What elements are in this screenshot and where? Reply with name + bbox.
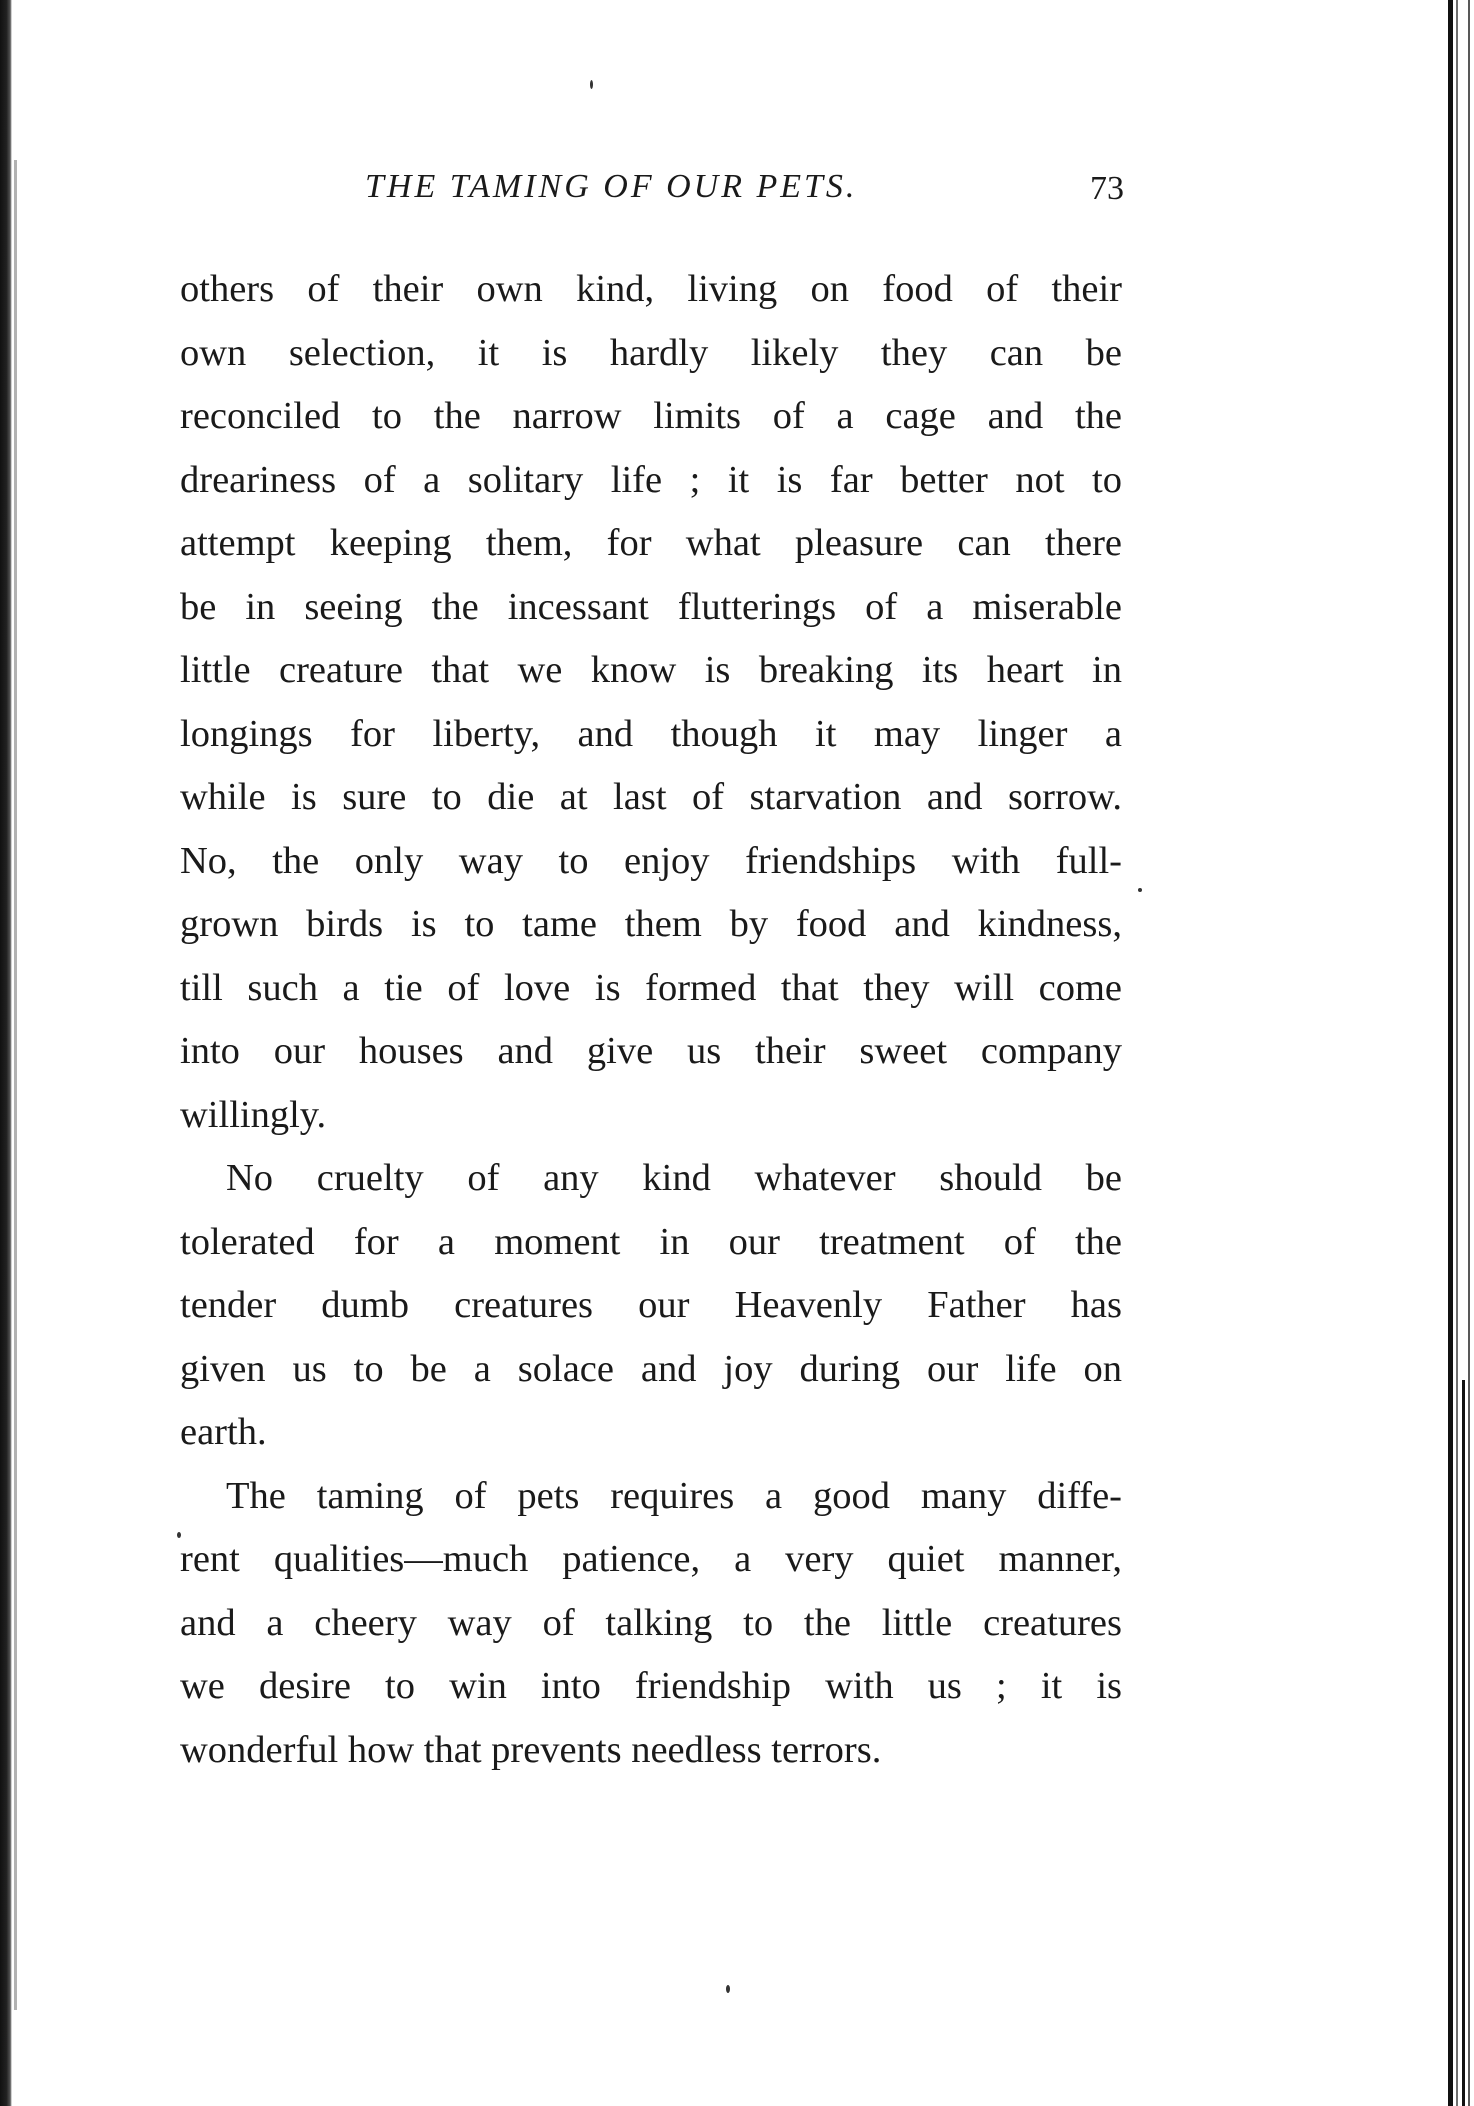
text-line: reconciled to the narrow limits of a cage and the — [180, 395, 1122, 437]
text-line: wonderful how that prevents needless terrors. — [180, 1728, 882, 1771]
text-line: longings for liberty, and though it may linger a — [180, 712, 1122, 755]
text-line: be in seeing the incessant flutterings of a miserable — [180, 585, 1122, 628]
text-line: grown birds is to tame them by food and kindness, — [180, 903, 1122, 945]
text-line: earth. — [180, 1411, 267, 1453]
text-line: rent qualities—much patience, a very quiet manner, — [180, 1538, 1122, 1580]
text-line: No cruelty of any kind whatever should be — [226, 1157, 1122, 1199]
page-edge-line — [1456, 0, 1458, 2106]
binding-shadow — [14, 160, 17, 2010]
text-line: and a cheery way of talking to the little creatures — [180, 1601, 1122, 1644]
text-line: attempt keeping them, for what pleasure can there — [180, 522, 1122, 564]
text-line: while is sure to die at last of starvation and sorrow. — [180, 776, 1122, 818]
binding-edge — [0, 0, 12, 2106]
page-header — [180, 168, 1130, 218]
text-line: given us to be a solace and joy during our life on — [180, 1347, 1122, 1390]
text-line: we desire to win into friendship with us ; it is — [180, 1665, 1122, 1707]
running-title: THE TAMING OF OUR PETS. — [365, 168, 858, 205]
text-line: into our houses and give us their sweet company — [180, 1030, 1122, 1072]
text-line: till such a tie of love is formed that they will come — [180, 966, 1122, 1009]
text-line: willingly. — [180, 1093, 327, 1136]
text-line: dreariness of a solitary life ; it is far better not to — [180, 458, 1122, 501]
text-line: own selection, it is hardly likely they can be — [180, 331, 1122, 374]
scan-speck — [1138, 888, 1142, 892]
text-line: The taming of pets requires a good many diffe- — [226, 1474, 1122, 1517]
page-edge-line — [1468, 0, 1470, 2106]
text-line: No, the only way to enjoy friendships with full- — [180, 839, 1122, 882]
scan-speck — [726, 1985, 730, 1993]
scan-speck — [590, 80, 593, 89]
page-edge-line — [1462, 1380, 1465, 2106]
text-line: little creature that we know is breaking its heart in — [180, 649, 1122, 691]
body-text — [180, 258, 1122, 1782]
text-line: others of their own kind, living on food of their — [180, 268, 1122, 310]
text-line: tolerated for a moment in our treatment of the — [180, 1220, 1122, 1263]
page-edge-line — [1448, 0, 1453, 2106]
page-number: 73 — [1090, 170, 1124, 207]
text-line: tender dumb creatures our Heavenly Father has — [180, 1284, 1122, 1326]
